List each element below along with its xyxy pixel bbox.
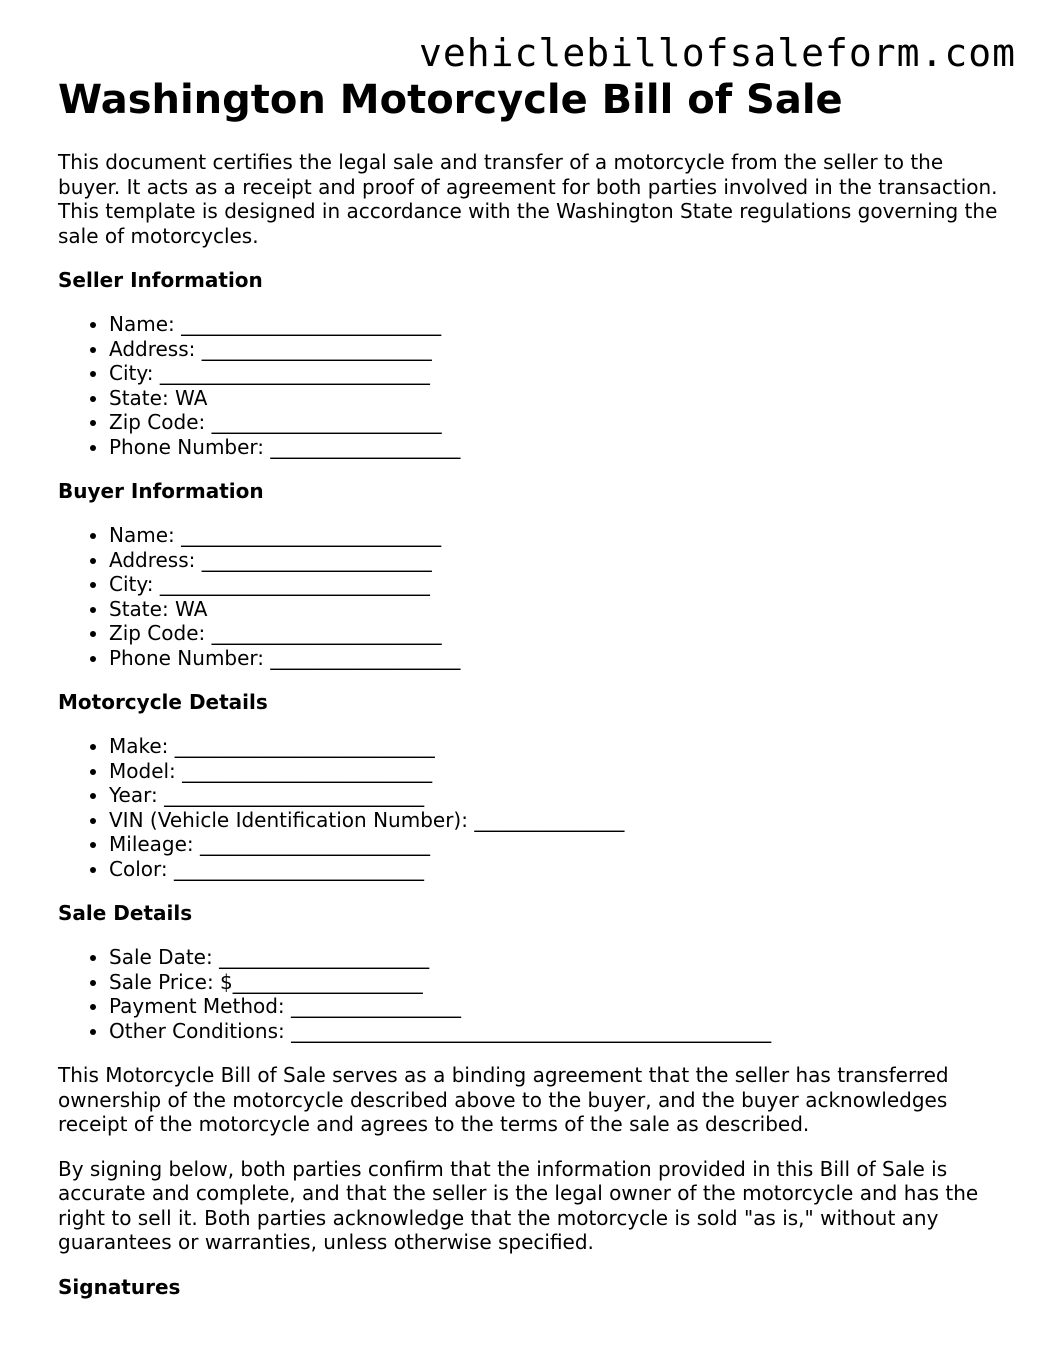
buyer-heading: Buyer Information — [58, 479, 264, 503]
buyer-zip-field: • Zip Code: _______________________ — [109, 621, 998, 646]
motorcycle-mileage-field: • Mileage: _______________________ — [109, 832, 998, 857]
motorcycle-year-field: • Year: __________________________ — [109, 783, 998, 808]
sale-list — [58, 945, 998, 1043]
sale-heading: Sale Details — [58, 901, 193, 925]
seller-heading: Seller Information — [58, 268, 263, 292]
agreement-paragraph: This Motorcycle Bill of Sale serves as a binding agreement that the seller has transferred ownership of the motorcycle described above to the buyer, and the buyer acknowledges receipt of the motorcycle and agrees to the terms of the sale as described. — [58, 1063, 949, 1136]
intro-paragraph: This document certifies the legal sale and transfer of a motorcycle from the seller to the buyer. It acts as a receipt and proof of agreement for both parties involved in the transaction. This template is designed in accordance with the Washington State regulations governing the sale of motorcycles. — [58, 150, 998, 248]
seller-name-field: • Name: __________________________ — [109, 312, 998, 337]
buyer-address-field: • Address: _______________________ — [109, 548, 998, 573]
confirmation-paragraph: By signing below, both parties confirm that the information provided in this Bill of Sale is accurate and complete, and that the seller is the legal owner of the motorcycle and has the right to sell it. Both parties acknowledge that the motorcycle is sold "as is," without any guarantees or warranties, unless otherwise specified. — [58, 1156, 979, 1254]
motorcycle-list — [58, 734, 998, 881]
motorcycle-make-field: • Make: __________________________ — [109, 734, 998, 759]
buyer-name-field: • Name: __________________________ — [109, 523, 998, 548]
buyer-state-field: • State: WA — [109, 597, 998, 622]
motorcycle-model-field: • Model: _________________________ — [109, 759, 998, 784]
motorcycle-heading: Motorcycle Details — [58, 690, 268, 714]
seller-phone-field: • Phone Number: ___________________ — [109, 435, 998, 460]
seller-state-field: • State: WA — [109, 386, 998, 411]
document-body — [58, 76, 998, 1319]
motorcycle-color-field: • Color: _________________________ — [109, 857, 998, 882]
signatures-heading: Signatures — [58, 1274, 181, 1299]
seller-address-field: • Address: _______________________ — [109, 337, 998, 362]
buyer-phone-field: • Phone Number: ___________________ — [109, 646, 998, 671]
other-conditions-field: • Other Conditions: ________________________________________________ — [109, 1019, 998, 1044]
page-title: Washington Motorcycle Bill of Sale — [58, 77, 843, 123]
seller-zip-field: • Zip Code: _______________________ — [109, 410, 998, 435]
sale-price-field: • Sale Price: $___________________ — [109, 970, 998, 995]
payment-method-field: • Payment Method: _________________ — [109, 994, 998, 1019]
site-watermark: vehiclebillofsaleform.com — [419, 31, 1016, 75]
buyer-city-field: • City: ___________________________ — [109, 572, 998, 597]
sale-date-field: • Sale Date: _____________________ — [109, 945, 998, 970]
seller-list — [58, 312, 998, 459]
seller-city-field: • City: ___________________________ — [109, 361, 998, 386]
buyer-list — [58, 523, 998, 670]
motorcycle-vin-field: • VIN (Vehicle Identification Number): _______________ — [109, 808, 998, 833]
